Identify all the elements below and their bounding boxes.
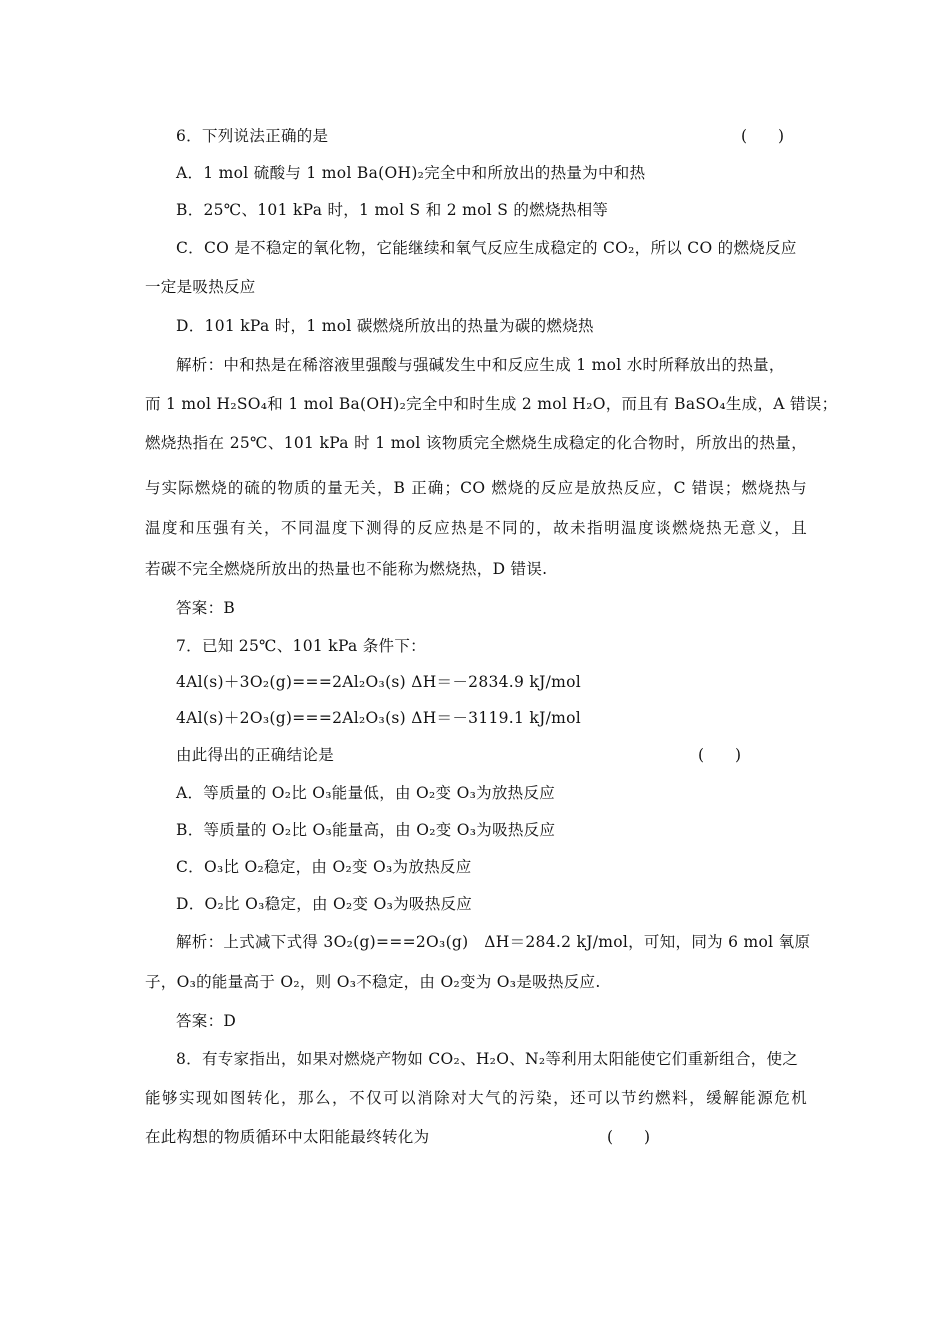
q7-answer-blank: ( ) (698, 746, 742, 764)
q6-analysis-line2: 而 1 mol H₂SO₄和 1 mol Ba(OH)₂完全中和时生成 2 mol H₂O，而且有 BaSO₄生成，A 错误； (145, 395, 838, 413)
q7-stem: 7．已知 25℃、101 kPa 条件下： (176, 637, 426, 655)
q7-option-b: B．等质量的 O₂比 O₃能量高，由 O₂变 O₃为吸热反应 (176, 821, 556, 839)
q8-line3: 在此构想的物质循环中太阳能最终转化为 (145, 1128, 430, 1146)
q6-analysis-line4: 与实际燃烧的硫的物质的量无关，B 正确；CO 燃烧的反应是放热反应，C 错误；燃烧热与 (145, 479, 807, 497)
q8-line2: 能够实现如图转化，那么，不仅可以消除对大气的污染，还可以节约燃料，缓解能源危机 (145, 1089, 807, 1107)
q7-analysis-line1: 解析：上式减下式得 3O₂(g)===2O₃(g) ΔH＝284.2 kJ/mol，可知，同为 6 mol 氧原 (176, 933, 811, 951)
q6-analysis-line6: 若碳不完全燃烧所放出的热量也不能称为燃烧热，D 错误. (145, 560, 548, 578)
q6-stem: 6．下列说法正确的是 (176, 127, 329, 145)
q8-answer-blank: ( ) (607, 1128, 651, 1146)
q7-option-c: C．O₃比 O₂稳定，由 O₂变 O₃为放热反应 (176, 858, 472, 876)
q7-equation-1: 4Al(s)＋3O₂(g)===2Al₂O₃(s) ΔH＝－2834.9 kJ/mol (176, 673, 582, 691)
q7-analysis-line2: 子，O₃的能量高于 O₂，则 O₃不稳定，由 O₂变为 O₃是吸热反应. (145, 973, 601, 991)
q8-line1: 8．有专家指出，如果对燃烧产物如 CO₂、H₂O、N₂等利用太阳能使它们重新组合，使之 (176, 1050, 799, 1068)
q7-option-d: D．O₂比 O₃稳定，由 O₂变 O₃为吸热反应 (176, 895, 473, 913)
q6-option-c-line1: C．CO 是不稳定的氧化物，它能继续和氧气反应生成稳定的 CO₂，所以 CO 的燃烧反应 (176, 239, 797, 257)
q6-option-d: D．101 kPa 时，1 mol 碳燃烧所放出的热量为碳的燃烧热 (176, 317, 594, 335)
q6-option-b: B．25℃、101 kPa 时，1 mol S 和 2 mol S 的燃烧热相等 (176, 201, 609, 219)
q7-equation-2: 4Al(s)＋2O₃(g)===2Al₂O₃(s) ΔH＝－3119.1 kJ/mol (176, 709, 582, 727)
q6-analysis-line3: 燃烧热指在 25℃、101 kPa 时 1 mol 该物质完全燃烧生成稳定的化合物时，所放出的热量， (145, 434, 807, 452)
q6-answer: 答案：B (176, 599, 236, 617)
q6-option-c-line2: 一定是吸热反应 (145, 278, 256, 296)
q6-analysis-line5: 温度和压强有关，不同温度下测得的反应热是不同的，故未指明温度谈燃烧热无意义，且 (145, 519, 807, 537)
q7-option-a: A．等质量的 O₂比 O₃能量低，由 O₂变 O₃为放热反应 (176, 784, 556, 802)
q7-answer: 答案：D (176, 1012, 237, 1030)
q7-question: 由此得出的正确结论是 (176, 746, 335, 764)
q6-analysis-line1: 解析：中和热是在稀溶液里强酸与强碱发生中和反应生成 1 mol 水时所释放出的热量， (176, 356, 785, 374)
q6-answer-blank: ( ) (741, 127, 785, 145)
q6-option-a: A．1 mol 硫酸与 1 mol Ba(OH)₂完全中和所放出的热量为中和热 (176, 164, 646, 182)
